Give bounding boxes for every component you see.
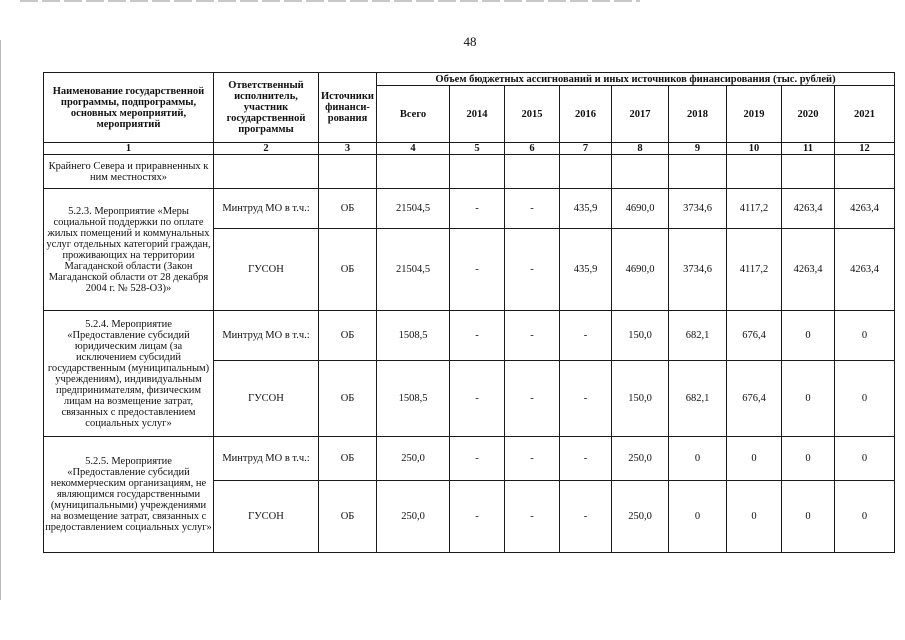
source-cell: ОБ [319, 229, 377, 311]
column-number: 2 [214, 143, 319, 155]
value-cell: - [450, 437, 505, 481]
empty-cell [214, 155, 319, 189]
value-cell: 3734,6 [669, 189, 727, 229]
value-cell: - [505, 311, 560, 361]
executor-cell: ГУСОН [214, 229, 319, 311]
header-source: Источники финанси-рования [319, 73, 377, 143]
value-cell: - [560, 361, 612, 437]
empty-cell [377, 155, 450, 189]
header-year: 2017 [612, 86, 669, 143]
table-row [44, 189, 895, 229]
column-number: 10 [727, 143, 782, 155]
column-number: 4 [377, 143, 450, 155]
value-cell: 4263,4 [835, 189, 895, 229]
continuation-text: Крайнего Севера и приравненных к ним местностях» [44, 155, 214, 189]
header-executor: Ответственный исполнитель, участник государственной программы [214, 73, 319, 143]
value-cell: 0 [835, 481, 895, 553]
value-cell: 676,4 [727, 361, 782, 437]
activity-name: 5.2.5. Мероприятие «Предоставление субсидий некоммерческим организациям, не являющимся государственными (муниципальными) учреждениями на возмещение затрат, связанных с предоставлением социальных услуг» [44, 437, 214, 553]
value-cell: 0 [727, 481, 782, 553]
value-cell: 250,0 [377, 437, 450, 481]
empty-cell [669, 155, 727, 189]
value-cell: 0 [669, 481, 727, 553]
column-number: 5 [450, 143, 505, 155]
value-cell: - [505, 189, 560, 229]
column-number: 7 [560, 143, 612, 155]
column-number: 3 [319, 143, 377, 155]
value-cell: 676,4 [727, 311, 782, 361]
value-cell: 250,0 [377, 481, 450, 553]
value-cell: 4117,2 [727, 229, 782, 311]
executor-cell: Минтруд МО в т.ч.: [214, 437, 319, 481]
column-number: 1 [44, 143, 214, 155]
value-cell: 1508,5 [377, 361, 450, 437]
value-cell: 0 [727, 437, 782, 481]
source-cell: ОБ [319, 481, 377, 553]
value-cell: 3734,6 [669, 229, 727, 311]
column-number: 8 [612, 143, 669, 155]
value-cell: 4263,4 [835, 229, 895, 311]
table-row [44, 437, 895, 481]
value-cell: 1508,5 [377, 311, 450, 361]
value-cell: - [450, 229, 505, 311]
scan-left-edge [0, 40, 1, 600]
value-cell: 0 [782, 481, 835, 553]
source-cell: ОБ [319, 311, 377, 361]
header-year: 2015 [505, 86, 560, 143]
source-cell: ОБ [319, 361, 377, 437]
empty-cell [319, 155, 377, 189]
empty-cell [612, 155, 669, 189]
value-cell: - [505, 229, 560, 311]
value-cell: - [560, 311, 612, 361]
value-cell: 0 [782, 311, 835, 361]
value-cell: - [505, 437, 560, 481]
value-cell: 682,1 [669, 311, 727, 361]
activity-name: 5.2.4. Мероприятие «Предоставление субсидий юридическим лицам (за исключением субсидий государственным (муниципальным) учреждениям), индивидуальным предпринимателям, физическим лицам на возмещение затрат, связанных с предоставлением социальных услуг» [44, 311, 214, 437]
value-cell: 250,0 [612, 481, 669, 553]
value-cell: - [560, 481, 612, 553]
value-cell: 4690,0 [612, 189, 669, 229]
value-cell: 150,0 [612, 311, 669, 361]
value-cell: - [450, 361, 505, 437]
scan-top-artifact [20, 0, 640, 2]
value-cell: 21504,5 [377, 229, 450, 311]
empty-cell [782, 155, 835, 189]
executor-cell: ГУСОН [214, 361, 319, 437]
header-year: 2018 [669, 86, 727, 143]
activity-name: 5.2.3. Мероприятие «Меры социальной поддержки по оплате жилых помещений и коммунальных услуг отдельных категорий граждан, проживающих на территории Магаданской области (Закон Магаданской области от 28 декабря 2004 г. № 528-ОЗ)» [44, 189, 214, 311]
budget-table [43, 72, 895, 553]
empty-cell [835, 155, 895, 189]
value-cell: 21504,5 [377, 189, 450, 229]
column-number: 12 [835, 143, 895, 155]
empty-cell [450, 155, 505, 189]
table-row [44, 311, 895, 361]
value-cell: 0 [782, 437, 835, 481]
column-number: 9 [669, 143, 727, 155]
header-year: 2019 [727, 86, 782, 143]
header-year: 2016 [560, 86, 612, 143]
value-cell: - [450, 311, 505, 361]
value-cell: - [450, 189, 505, 229]
value-cell: 0 [835, 311, 895, 361]
header-year: 2014 [450, 86, 505, 143]
source-cell: ОБ [319, 189, 377, 229]
header-year: Всего [377, 86, 450, 143]
value-cell: - [505, 481, 560, 553]
empty-cell [727, 155, 782, 189]
value-cell: 4263,4 [782, 189, 835, 229]
page-number: 48 [463, 34, 477, 49]
header-year: 2021 [835, 86, 895, 143]
value-cell: 0 [782, 361, 835, 437]
value-cell: 4263,4 [782, 229, 835, 311]
empty-cell [560, 155, 612, 189]
executor-cell: ГУСОН [214, 481, 319, 553]
value-cell: - [505, 361, 560, 437]
column-number: 11 [782, 143, 835, 155]
value-cell: - [560, 437, 612, 481]
source-cell: ОБ [319, 437, 377, 481]
header-name: Наименование государственной программы, подпрограммы, основных мероприятий, мероприятий [44, 73, 214, 143]
value-cell: 0 [669, 437, 727, 481]
header-year: 2020 [782, 86, 835, 143]
value-cell: 682,1 [669, 361, 727, 437]
value-cell: 435,9 [560, 229, 612, 311]
value-cell: 4690,0 [612, 229, 669, 311]
value-cell: 0 [835, 437, 895, 481]
executor-cell: Минтруд МО в т.ч.: [214, 311, 319, 361]
value-cell: - [450, 481, 505, 553]
value-cell: 250,0 [612, 437, 669, 481]
value-cell: 150,0 [612, 361, 669, 437]
value-cell: 4117,2 [727, 189, 782, 229]
column-number: 6 [505, 143, 560, 155]
empty-cell [505, 155, 560, 189]
header-budget-group: Объем бюджетных ассигнований и иных источников финансирования (тыс. рублей) [377, 73, 895, 86]
value-cell: 435,9 [560, 189, 612, 229]
value-cell: 0 [835, 361, 895, 437]
executor-cell: Минтруд МО в т.ч.: [214, 189, 319, 229]
